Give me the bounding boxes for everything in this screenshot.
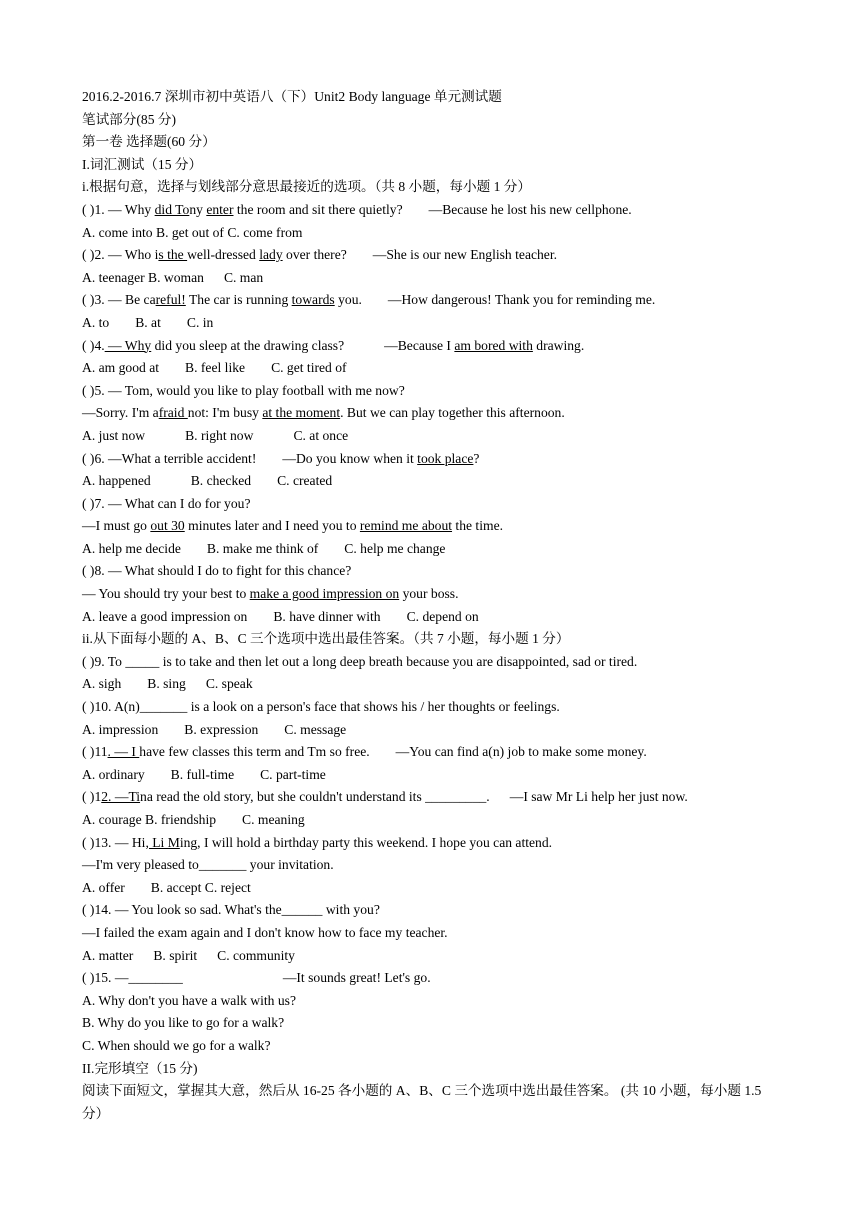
option-text: A. impression	[82, 721, 159, 737]
option-text: A. to	[82, 314, 110, 330]
option-text: C. get tired of	[271, 360, 347, 376]
answer-text: —It sounds great! Let's go.	[282, 970, 431, 986]
question-3	[82, 289, 782, 312]
underlined-text: s the	[158, 247, 188, 263]
option-15-b: B. Why do you like to go for a walk?	[82, 1015, 285, 1031]
option-15-a: A. Why don't you have a walk with us?	[82, 992, 296, 1008]
answer-text: your boss.	[399, 586, 459, 602]
answer-text: ?	[473, 450, 480, 466]
question-11	[82, 741, 782, 764]
question-text: ( )4.	[82, 337, 105, 353]
exam-page	[82, 86, 782, 1125]
option-text: C. in	[186, 314, 214, 330]
answer-text: drawing.	[532, 337, 585, 353]
options-14	[82, 945, 782, 968]
answer-text: —Do you know when it	[282, 450, 418, 466]
option-text: C. message	[284, 721, 347, 737]
question-text: The car is running	[185, 292, 292, 308]
question-5: ( )5. — Tom, would you like to play football with me now?	[82, 382, 405, 398]
option-text: A. happened	[82, 473, 151, 489]
section-heading: I.词汇测试（15 分）	[82, 156, 203, 172]
question-7: ( )7. — What can I do for you?	[82, 495, 251, 511]
question-14: ( )14. — You look so sad. What's the______ with you?	[82, 902, 380, 918]
option-text: C. meaning	[242, 812, 305, 827]
option-text: A. just now	[82, 427, 146, 443]
question-8-answer	[82, 583, 782, 606]
options-6	[82, 470, 782, 493]
options-2	[82, 267, 782, 290]
answer-text: —Because I	[384, 337, 455, 353]
question-8: ( )8. — What should I do to fight for this chance?	[82, 563, 352, 579]
options-12	[82, 809, 782, 832]
section-instructions: 阅读下面短文，掌握其大意，然后从 16-25 各小题的 A、B、C 三个选项中选出最佳答案。 (共 10 小题，每小题 1.5 分）	[82, 1083, 762, 1121]
part-instructions: ii.从下面每小题的 A、B、C 三个选项中选出最佳答案。（共 7 小题，每小题 1 分）	[82, 631, 570, 647]
question-text: ( )1	[82, 789, 102, 805]
options-8	[82, 606, 782, 629]
question-15	[82, 967, 782, 990]
question-text: ing, I will hold a birthday party this weekend. I hope you can attend.	[179, 834, 553, 850]
underlined-text: fraid	[158, 405, 188, 421]
answer-text: —She is our new English teacher.	[372, 247, 558, 263]
volume-heading: 第一卷 选择题(60 分）	[82, 134, 216, 150]
answer-text: —How dangerous! Thank you for reminding me.	[387, 292, 656, 308]
question-text: you.	[334, 292, 362, 308]
underlined-text: — Why	[104, 337, 152, 353]
question-text: ( )15. —________	[82, 970, 183, 986]
question-text: ( )1. — Why	[82, 201, 155, 217]
question-13-answer: —I'm very pleased to_______ your invitation.	[82, 857, 334, 873]
section-heading: II.完形填空（15 分)	[82, 1060, 198, 1076]
question-text: na read the old story, but she couldn't understand its _________.	[140, 789, 490, 805]
option-text: A. teenager B. woman	[82, 269, 204, 285]
option-text: B. at	[135, 314, 161, 330]
answer-text: — You should try your best to	[82, 586, 250, 602]
option-text: B. spirit	[153, 947, 198, 963]
question-text: ( )11	[82, 744, 108, 760]
option-text: C. created	[277, 473, 333, 489]
question-7-answer	[82, 515, 782, 538]
option-text: A. help me decide	[82, 540, 181, 556]
option-text: A. offer	[82, 879, 125, 895]
underlined-text: at the moment	[262, 405, 341, 421]
option-text: A. sigh	[82, 676, 122, 692]
option-text: B. accept C. reject	[150, 879, 251, 895]
options-1: A. come into B. get out of C. come from	[82, 224, 303, 240]
question-1	[82, 199, 782, 222]
options-11	[82, 764, 782, 787]
underlined-text: took place	[417, 450, 474, 466]
underlined-text: . — I	[107, 744, 140, 760]
option-text: C. part-time	[260, 766, 326, 782]
answer-text: —You can find a(n) job to make some money.	[395, 744, 647, 760]
question-text: ny	[189, 201, 207, 217]
question-5-answer	[82, 402, 782, 425]
option-text: B. right now	[185, 427, 254, 443]
question-text: ( )2. — Who i	[82, 247, 159, 263]
option-text: C. speak	[205, 676, 253, 692]
option-text: C. depend on	[406, 608, 479, 624]
option-text: B. expression	[184, 721, 259, 737]
option-text: C. man	[223, 269, 264, 285]
underlined-text: am bored with	[454, 337, 533, 353]
question-text: have few classes this term and Tm so free.	[139, 744, 370, 760]
question-text: ( )6. —What a terrible accident!	[82, 450, 257, 466]
question-text: well-dressed	[187, 247, 260, 263]
options-5	[82, 425, 782, 448]
answer-text: —I saw Mr Li help her just now.	[509, 789, 688, 805]
options-10	[82, 719, 782, 742]
answer-text: not: I'm busy	[187, 405, 263, 421]
question-text: ( )3. — Be ca	[82, 292, 156, 308]
option-text: B. make me think of	[206, 540, 319, 556]
option-15-c: C. When should we go for a walk?	[82, 1037, 271, 1053]
option-text: C. help me change	[344, 540, 446, 556]
question-12	[82, 786, 782, 809]
question-text: did you sleep at the drawing class?	[151, 337, 345, 353]
written-part-heading: 笔试部分(85 分)	[82, 111, 177, 127]
option-text: A. am good at	[82, 360, 160, 376]
underlined-text: make a good impression on	[249, 586, 400, 602]
option-text: A. matter	[82, 947, 134, 963]
option-text: B. have dinner with	[273, 608, 381, 624]
answer-text: —Because he lost his new cellphone.	[428, 201, 632, 217]
underlined-text: lady	[259, 247, 283, 263]
question-13	[82, 832, 782, 855]
question-14-answer: —I failed the exam again and I don't know how to face my teacher.	[82, 924, 448, 940]
part-instructions: i.根据句意，选择与划线部分意思最接近的选项。（共 8 小题，每小题 1 分）	[82, 179, 531, 195]
answer-text: —Sorry. I'm a	[82, 405, 159, 421]
options-3	[82, 312, 782, 335]
underlined-text: enter	[206, 201, 234, 217]
question-2	[82, 244, 782, 267]
underlined-text: reful!	[155, 292, 186, 308]
option-text: A. courage B. friendship	[82, 812, 217, 827]
options-13	[82, 877, 782, 900]
answer-text: —I must go	[82, 518, 151, 534]
options-9	[82, 673, 782, 696]
question-text: over there?	[282, 247, 347, 263]
question-4	[82, 335, 782, 358]
option-text: B. sing	[147, 676, 186, 692]
question-6	[82, 448, 782, 471]
option-text: A. leave a good impression on	[82, 608, 248, 624]
answer-text: . But we can play together this afternoon.	[340, 405, 565, 421]
option-text: A. ordinary	[82, 766, 145, 782]
option-text: C. at once	[293, 427, 349, 443]
exam-title: 2016.2-2016.7 深圳市初中英语八（下）Unit2 Body language 单元测试题	[82, 89, 502, 104]
question-9: ( )9. To _____ is to take and then let out a long deep breath because you are disappointed, sad or tired.	[82, 653, 638, 669]
option-text: B. feel like	[185, 360, 246, 376]
answer-text: minutes later and I need you to	[184, 518, 360, 534]
underlined-text: remind me about	[359, 518, 453, 534]
option-text: B. checked	[190, 473, 252, 489]
options-7	[82, 538, 782, 561]
underlined-text: 2. —Ti	[101, 789, 141, 805]
question-text: the room and sit there quietly?	[233, 201, 403, 217]
option-text: C. community	[217, 947, 295, 963]
underlined-text: , Li M	[145, 834, 180, 850]
options-4	[82, 357, 782, 380]
question-10: ( )10. A(n)_______ is a look on a person's face that shows his / her thoughts or feelings.	[82, 699, 560, 715]
question-text: ( )13. — Hi	[82, 834, 146, 850]
underlined-text: towards	[291, 292, 335, 308]
underlined-text: did To	[154, 201, 190, 217]
option-text: B. full-time	[170, 766, 235, 782]
underlined-text: out 30	[150, 518, 185, 534]
answer-text: the time.	[452, 518, 503, 534]
